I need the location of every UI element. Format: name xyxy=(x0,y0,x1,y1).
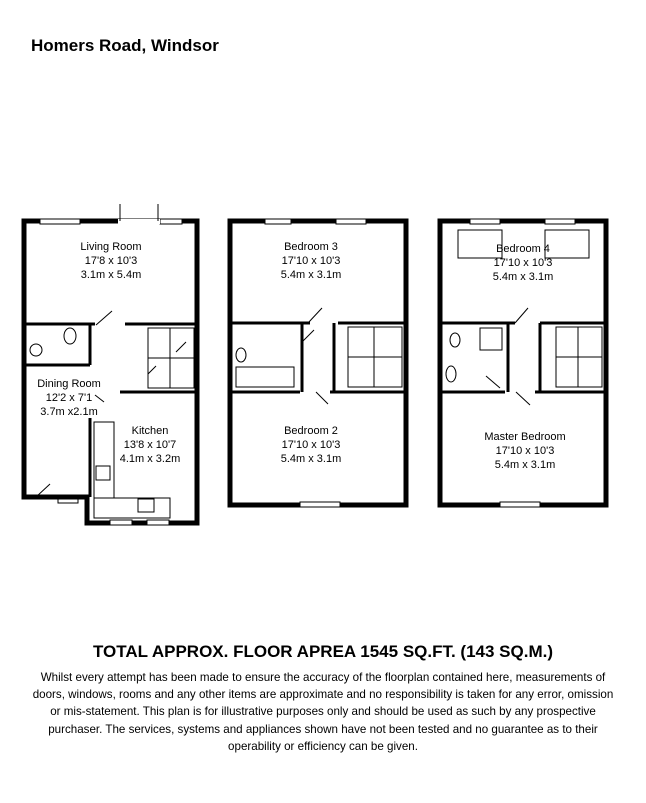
room-name: Bedroom 3 xyxy=(284,241,338,253)
window xyxy=(545,219,575,224)
window xyxy=(147,520,169,525)
room-size-imperial: 17'10 x 10'3 xyxy=(495,445,555,457)
window xyxy=(300,502,340,507)
disclaimer-text: Whilst every attempt has been made to ensure the accuracy of the floorplan contained here, measurements of doors, windows, rooms and any other items are approximate and no responsibility is taken for any error, omission or mis-statement. This plan is for illustrative purposes only and should be used as such by any prospective purchaser. The services, systems and appliances shown have not been tested and no guarantee as to their operability or efficiency can be given. xyxy=(32,671,614,753)
patio-door-opening xyxy=(118,219,160,224)
door-swing xyxy=(486,376,500,388)
room-name: Master Bedroom xyxy=(484,431,566,443)
room-label-kitchen xyxy=(114,424,186,466)
room-size-metric: 5.4m x 3.1m xyxy=(280,269,342,281)
shower xyxy=(480,328,502,350)
room-size-metric: 5.4m x 3.1m xyxy=(494,459,556,471)
room-size-imperial: 17'8 x 10'3 xyxy=(84,255,138,267)
door-swing xyxy=(515,308,528,323)
window xyxy=(40,219,80,224)
sink xyxy=(138,499,154,512)
room-name: Bedroom 2 xyxy=(284,425,338,437)
room-label-bedroom-3 xyxy=(270,240,352,282)
basin xyxy=(30,344,42,356)
door-swing xyxy=(302,330,314,342)
room-size-metric: 5.4m x 3.1m xyxy=(280,453,342,465)
room-size-imperial: 17'10 x 10'3 xyxy=(281,255,341,267)
door-swing xyxy=(308,308,322,323)
window xyxy=(110,520,132,525)
window xyxy=(265,219,291,224)
total-floor-area: TOTAL APPROX. FLOOR APREA 1545 SQ.FT. (143 SQ.M.) xyxy=(92,642,554,661)
toilet xyxy=(64,328,76,344)
room-size-metric: 5.4m x 3.1m xyxy=(492,271,554,283)
room-label-master-bedroom xyxy=(470,430,580,472)
window xyxy=(160,219,182,224)
room-size-metric: 3.1m x 5.4m xyxy=(80,269,142,281)
room-size-imperial: 17'10 x 10'3 xyxy=(281,439,341,451)
stairs-treads xyxy=(556,327,602,387)
stairs-treads xyxy=(348,327,402,387)
room-label-dining-room xyxy=(30,377,108,419)
room-label-bedroom-2 xyxy=(270,424,352,466)
window xyxy=(470,219,500,224)
room-size-imperial: 13'8 x 10'7 xyxy=(123,439,177,451)
bath xyxy=(236,367,294,387)
room-name: Living Room xyxy=(80,241,142,253)
room-size-imperial: 12'2 x 7'1 xyxy=(45,392,93,404)
room-label-bedroom-4 xyxy=(482,242,564,284)
room-name: Bedroom 4 xyxy=(496,243,550,255)
window xyxy=(336,219,366,224)
page-title: Homers Road, Windsor xyxy=(31,36,219,55)
room-name: Kitchen xyxy=(131,425,169,437)
stairs-treads xyxy=(148,328,194,388)
hob xyxy=(96,466,110,480)
window xyxy=(500,502,540,507)
room-size-metric: 3.7m x2.1m xyxy=(40,406,98,418)
basin xyxy=(446,366,456,382)
room-label-living-room xyxy=(75,240,147,282)
basin xyxy=(236,348,246,362)
room-name: Dining Room xyxy=(37,378,101,390)
toilet xyxy=(450,333,460,347)
room-size-imperial: 17'10 x 10'3 xyxy=(493,257,553,269)
door-swing xyxy=(316,392,328,404)
room-size-metric: 4.1m x 3.2m xyxy=(119,453,181,465)
door-swing xyxy=(96,311,112,325)
door-swing xyxy=(516,392,530,405)
